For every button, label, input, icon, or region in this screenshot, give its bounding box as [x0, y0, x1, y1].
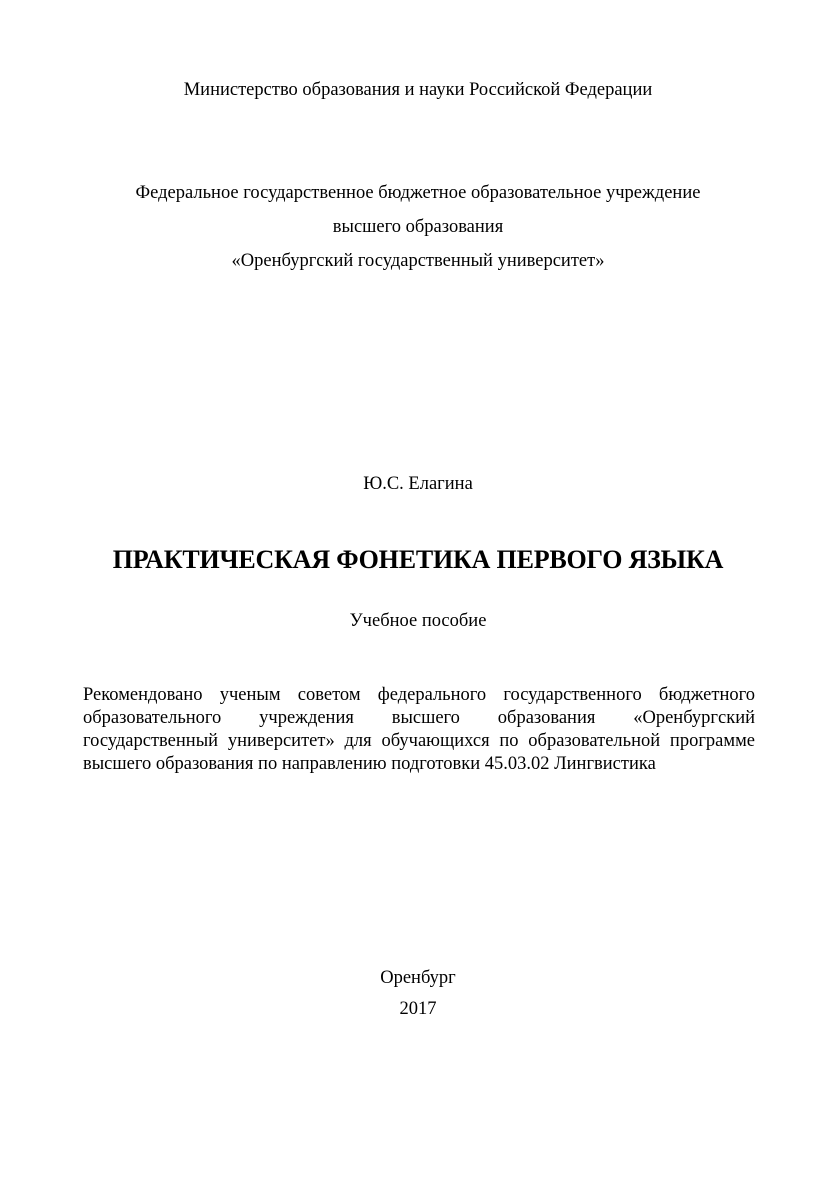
ministry-name: Министерство образования и науки Российской Федерации: [183, 80, 653, 100]
document-title: ПРАКТИЧЕСКАЯ ФОНЕТИКА ПЕРВОГО ЯЗЫКА: [112, 545, 724, 574]
author-name: Ю.С. Елагина: [363, 474, 473, 494]
institution-line-1: Федеральное государственное бюджетное образовательное учреждение: [135, 183, 701, 203]
recommendation-text: Рекомендовано ученым советом федерального государственного бюджетного образовательного учреждения высшего образования «Оренбургский государственный университет» для обучающихся по образовательной программе высшего образования по направлению подготовки 45.03.02 Лингвистика: [83, 685, 755, 774]
institution-line-3: «Оренбургский государственный университет»: [231, 251, 605, 271]
institution-line-2: высшего образования: [332, 217, 504, 237]
publication-year: 2017: [399, 999, 437, 1019]
document-subtitle: Учебное пособие: [349, 611, 487, 631]
publication-city: Оренбург: [380, 968, 456, 988]
